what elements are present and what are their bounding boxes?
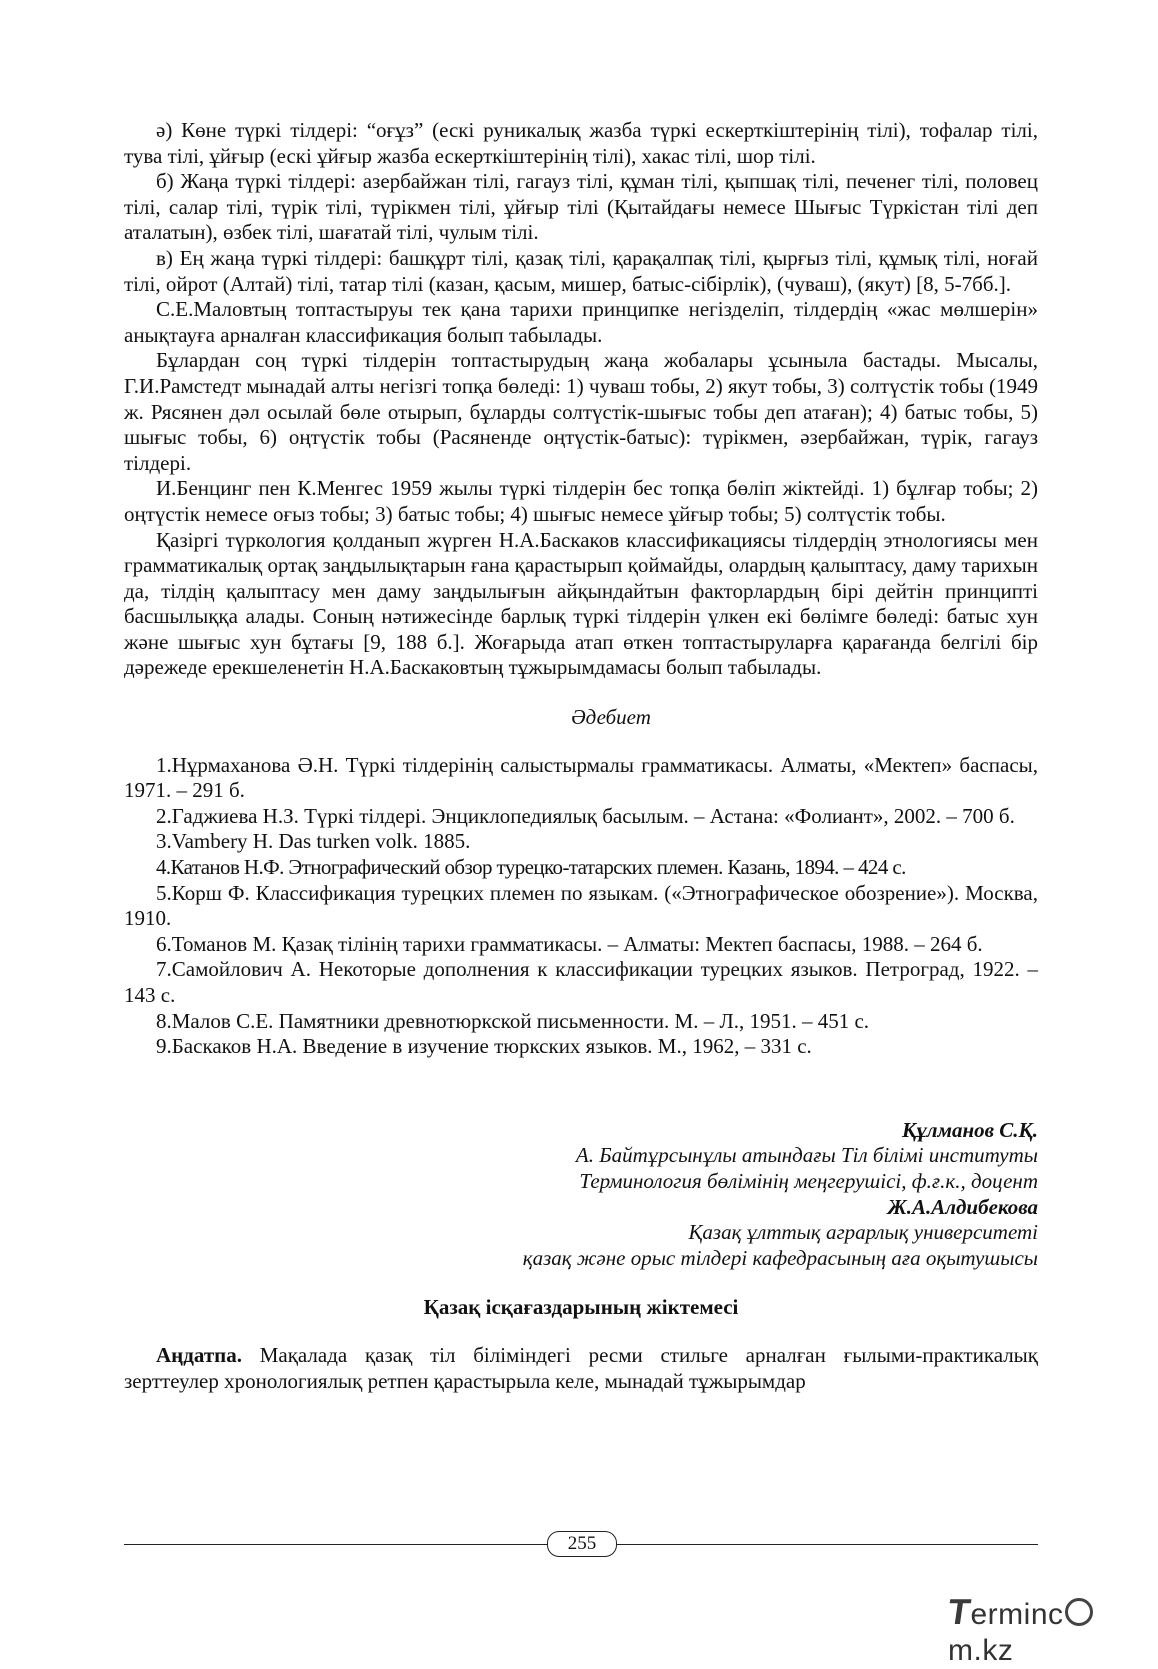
termincom-watermark-logo <box>945 1591 1158 1667</box>
article-title: Қазақ ісқағаздарының жіктемесі <box>423 1295 739 1320</box>
author-position: қазақ және орыс тілдері кафедрасының аға оқытушысы <box>522 1245 1038 1270</box>
body-paragraph: ә) Көне түркі тілдері: “оғұз” (ескі руникалық жазба түркі ескерткіштерінің тілі), тофалар тілі, тува тілі, ұйғыр (ескі ұйғыр жазба ескерткіштерінің тілі), хакас тілі, шор тілі. <box>124 118 1038 168</box>
watermark-t-glyph: T <box>945 1591 974 1632</box>
abstract-label: Аңдатпа. <box>156 1342 243 1367</box>
abstract-paragraph <box>124 1343 1038 1394</box>
reference-item: 4.Катанов Н.Ф. Этнографический обзор турецко-татарских племен. Казань, 1894. – 424 с. <box>156 855 906 880</box>
watermark-text: erminc <box>970 1598 1064 1631</box>
abstract-text: Мақалада қазақ тіл біліміндегі ресми стильге арналған ғылыми-практикалық зерттеулер хронологиялық ретпен қарастырыла келе, мынадай тұжырымдар <box>124 1342 1038 1393</box>
body-text <box>124 118 1038 681</box>
reference-item: 2.Гаджиева Н.З. Түркі тілдері. Энциклопедиялық басылым. – Астана: «Фолиант», 2002. – 700 б. <box>156 803 1015 828</box>
body-paragraph: Бұлардан соң түркі тілдерін топтастырудың жаңа жобалары ұсыныла бастады. Мысалы, Г.И.Рамстедт мынадай алты негізгі топқа бөледі: 1) чуваш тобы, 2) якут тобы, 3) солтүстік тобы (1949 ж. Рясянен дәл осылай бөле отырып, бұларды солтүстік-шығыс тобы деп атаған); 4) батыс тобы, 5) шығыс тобы, 6) оңтүстік тобы (Расяненде оңтүстік-батыс): түрікмен, әзербайжан, түрік, гагауз тілдері. <box>124 348 1038 475</box>
reference-item: 8.Малов С.Е. Памятники древнотюркской письменности. М. – Л., 1951. – 451 с. <box>156 1008 870 1033</box>
reference-item: 9.Баскаков Н.А. Введение в изучение тюркских языков. М., 1962, – 331 с. <box>156 1034 812 1059</box>
page-number: 255 <box>547 1531 617 1557</box>
body-paragraph: И.Бенцинг пен К.Менгес 1959 жылы түркі тілдерін бес топқа бөліп жіктейді. 1) бұлғар тобы; 2) оңтүстік немесе оғыз тобы; 3) батыс тобы; 4) шығыс немесе ұйғыр тобы; 5) солтүстік тобы. <box>124 476 1038 526</box>
references-list <box>124 753 1038 1060</box>
watermark-o-ring-icon <box>1065 1598 1093 1626</box>
reference-item: 7.Самойлович А. Некоторые дополнения к классификации турецких языков. Петроград, 1922. – 143 с. <box>124 957 1038 1007</box>
body-paragraph: б) Жаңа түркі тілдері: азербайжан тілі, гагауз тілі, құман тілі, қыпшақ тілі, печенег тілі, половец тілі, салар тілі, түрік тілі, түрікмен тілі, ұйғыр тілі (Қытайдағы немесе Шығыс Түркістан тілі деп аталатын), өзбек тілі, шағатай тілі, чулым тілі. <box>124 169 1038 245</box>
reference-item: 5.Корш Ф. Классификация турецких племен по языкам. («Этнографическое обозрение»). Москва, 1910. <box>124 880 1038 931</box>
body-paragraph: С.Е.Маловтың топтастыруы тек қана тарихи принципке негізделіп, тілдердің «жас мөлшерін» анықтауға арналған классификация болып табылады. <box>124 297 1038 347</box>
author-affiliation: А. Байтұрсынұлы атындағы Тіл білімі институты <box>575 1143 1038 1168</box>
page-content <box>124 118 1038 1394</box>
author-position: Терминология бөлімінің меңгерушісі, ф.ғ.к., доцент <box>579 1168 1038 1193</box>
reference-item: 1.Нұрмаханова Ә.Н. Түркі тілдерінің салыстырмалы грамматикасы. Алматы, «Мектеп» баспасы, 1971. – 291 б. <box>124 752 1038 803</box>
body-paragraph: в) Ең жаңа түркі тілдері: башқұрт тілі, қазақ тілі, қарақалпақ тілі, қырғыз тілі, құмық тілі, ноғай тілі, ойрот (Алтай) тілі, татар тілі (казан, қасым, мишер, батыс-сібірлік), (чуваш), (якут) [8, 5-7бб.]. <box>124 245 1038 296</box>
reference-item: 3.Vambery H. Das turken volk. 1885. <box>156 829 471 854</box>
author-name: Құлманов С.Қ. <box>902 1117 1038 1142</box>
watermark-text: m.kz <box>948 1634 1014 1667</box>
author-block <box>124 1118 1038 1272</box>
author-name: Ж.А.Алдибекова <box>887 1194 1038 1219</box>
references-heading: Әдебиет <box>571 705 651 730</box>
reference-item: 6.Томанов М. Қазақ тілінің тарихи грамматикасы. – Алматы: Мектеп баспасы, 1988. – 264 б. <box>156 931 983 956</box>
author-affiliation: Қазақ ұлттық аграрлық университеті <box>688 1220 1038 1245</box>
body-paragraph: Қазіргі түркология қолданып жүрген Н.А.Баскаков классификациясы тілдердің этнологиясы мен грамматикалық ортақ заңдылықтарын ғана қарастырып қоймайды, олардың қалыптасу, даму тарихын да, тілдің қалыптасу мен даму заңдылығын айқындайтын факторлардың бірі дейтін принципті басшылыққа алады. Соның нәтижесінде барлық түркі тілдерін үлкен екі бөлімге бөледі: батыс хун және шығыс хун бұтағы [9, 188 б.]. Жоғарыда атап өткен топтастыруларға қарағанда белгілі бір дәрежеде ерекшеленетін Н.А.Баскаковтың тұжырымдамасы болып табылады. <box>124 527 1038 680</box>
